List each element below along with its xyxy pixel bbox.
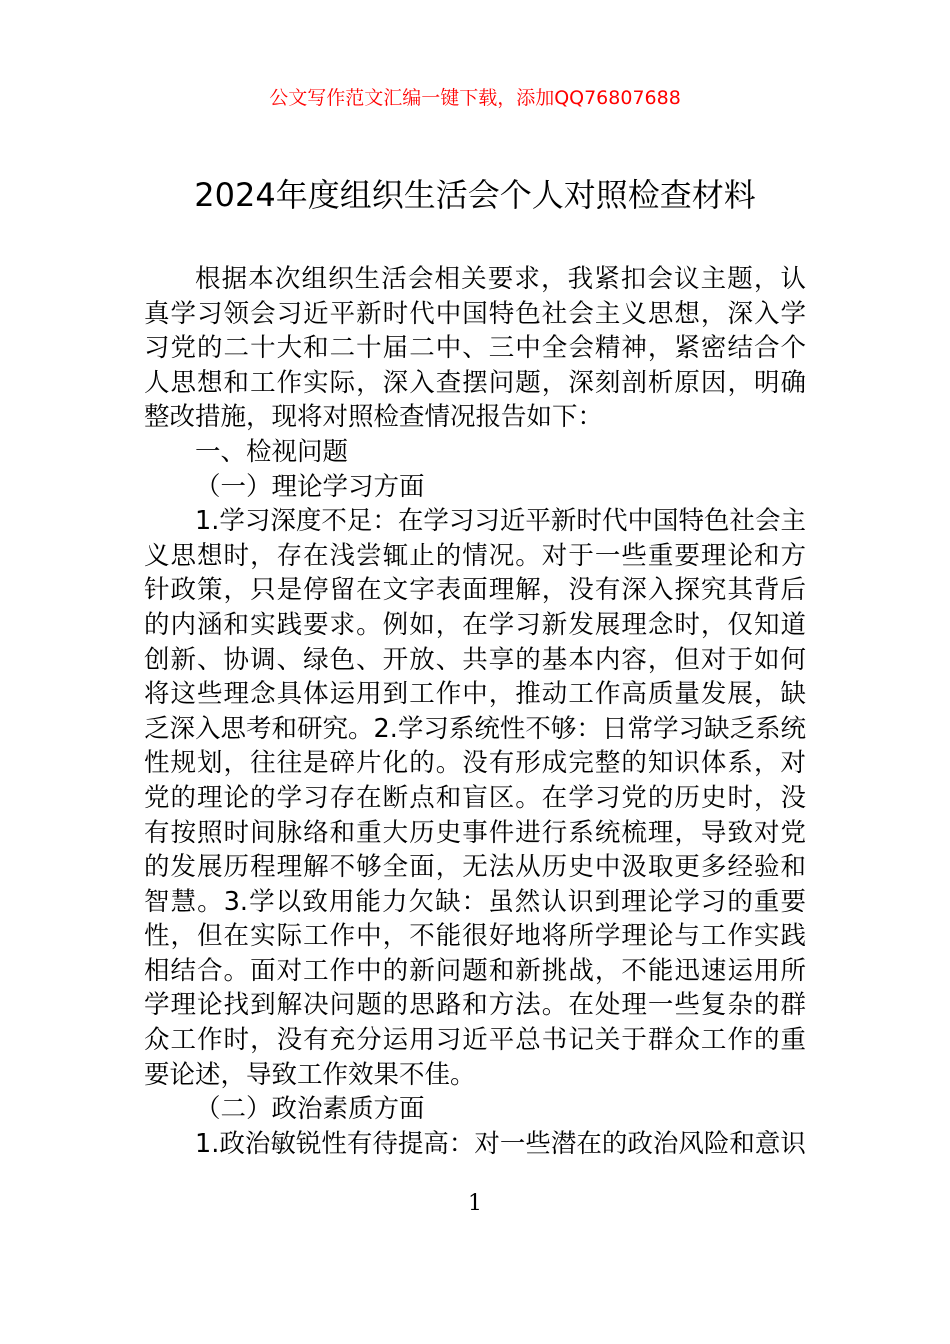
political-quality-paragraph: 1.政治敏锐性有待提高：对一些潜在的政治风险和意识: [195, 1128, 806, 1159]
section-heading: 一、检视问题: [195, 436, 349, 467]
document-body: [144, 262, 806, 1161]
page-number: 1: [468, 1191, 482, 1216]
intro-paragraph: 根据本次组织生活会相关要求，我紧扣会议主题，认真学习领会习近平新时代中国特色社会主义思想，深入学习党的二十大和二十届二中、三中全会精神，紧密结合个人思想和工作实际，深入查摆问题，深刻剖析原因，明确整改措施，现将对照检查情况报告如下：: [144, 264, 806, 433]
download-banner: 公文写作范文汇编一键下载，添加QQ76807688: [269, 87, 681, 109]
subsection-heading: （二）政治素质方面: [195, 1094, 425, 1125]
document-title: 2024年度组织生活会个人对照检查材料: [194, 176, 756, 214]
theory-study-paragraph: 1.学习深度不足：在学习习近平新时代中国特色社会主义思想时，存在浅尝辄止的情况。对于一些重要理论和方针政策，只是停留在文字表面理解，没有深入探究其背后的内涵和实践要求。例如，在学习新发展理念时，仅知道创新、协调、绿色、开放、共享的基本内容，但对于如何将这些理念具体运用到工作中，推动工作高质量发展，缺乏深入思考和研究。2.学习系统性不够：日常学习缺乏系统性规划，往往是碎片化的。没有形成完整的知识体系，对党的理论的学习存在断点和盲区。在学习党的历史时，没有按照时间脉络和重大历史事件进行系统梳理，导致对党的发展历程理解不够全面，无法从历史中汲取更多经验和智慧。3.学以致用能力欠缺：虽然认识到理论学习的重要性，但在实际工作中，不能很好地将所学理论与工作实践相结合。面对工作中的新问题和新挑战，不能迅速运用所学理论找到解决问题的思路和方法。在处理一些复杂的群众工作时，没有充分运用习近平总书记关于群众工作的重要论述，导致工作效果不佳。: [144, 506, 806, 1090]
subsection-heading: （一）理论学习方面: [195, 471, 425, 502]
